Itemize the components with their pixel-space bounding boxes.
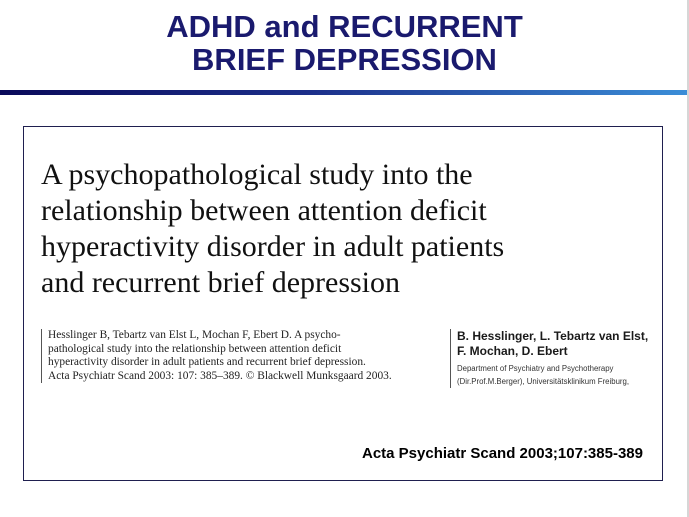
citation-line: pathological study into the relationship between attention deficit: [48, 342, 342, 355]
author-block: [450, 329, 667, 388]
article-title: [41, 157, 641, 301]
citation-line: Hesslinger B, Tebartz van Elst L, Mochan F, Ebert D. A psycho-: [48, 329, 341, 341]
article-title-line: A psychopathological study into the: [41, 158, 473, 191]
article-title-line: relationship between attention deficit: [41, 194, 487, 227]
article-title-line: hyperactivity disorder in adult patients: [41, 230, 505, 263]
citation-line: Acta Psychiatr Scand 2003: 107: 385–389. © Blackwell Munksgaard 2003.: [48, 369, 392, 382]
citation-line: hyperactivity disorder in adult patients and recurrent brief depression.: [48, 356, 366, 368]
author-line: B. Hesslinger, L. Tebartz van Elst,: [457, 329, 649, 343]
author-line: F. Mochan, D. Ebert: [457, 344, 568, 358]
slide-title: [0, 10, 689, 76]
affiliation-line: Department of Psychiatry and Psychotherapy: [457, 364, 614, 373]
journal-reference: Acta Psychiatr Scand 2003;107:385-389: [361, 445, 643, 462]
citation-block: [41, 329, 453, 383]
slide-title-line-2: BRIEF DEPRESSION: [192, 42, 497, 77]
affiliation: [457, 362, 667, 388]
article-title-line: and recurrent brief depression: [41, 266, 401, 299]
author-names: [457, 329, 667, 359]
slide-title-line-1: ADHD and RECURRENT: [166, 9, 523, 44]
article-excerpt: [23, 126, 663, 481]
title-divider: [0, 90, 689, 95]
affiliation-line: (Dir.Prof.M.Berger), Universitätsklinikum Freiburg,: [457, 377, 630, 386]
